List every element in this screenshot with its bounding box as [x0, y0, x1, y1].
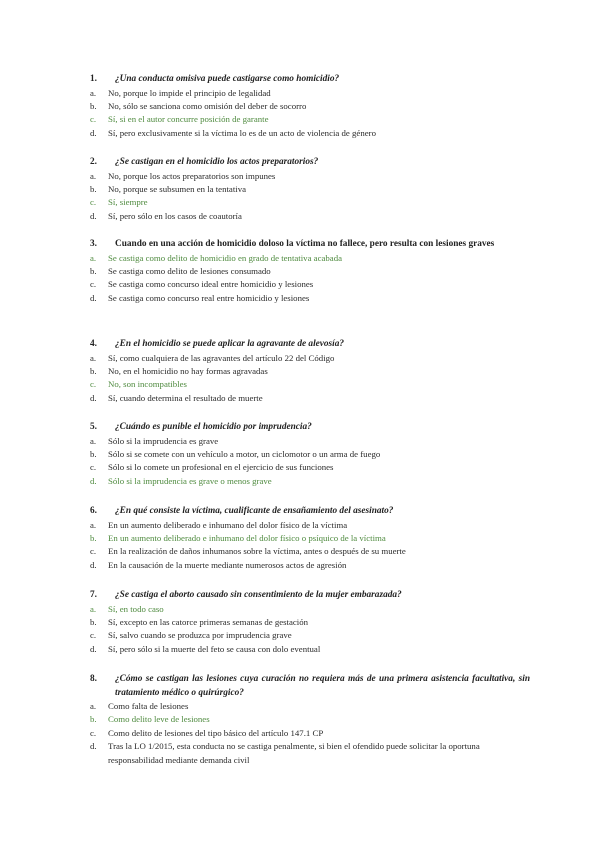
- option-letter: a.: [90, 252, 97, 263]
- question-4: [90, 338, 530, 405]
- option-b-correct: [90, 713, 530, 726]
- question-heading: [90, 421, 530, 435]
- option-d: [90, 210, 530, 223]
- option-letter: d.: [90, 392, 97, 403]
- option-b-correct: [90, 532, 530, 545]
- option-c: [90, 727, 530, 740]
- option-text: Se castiga como concurso ideal entre homicidio y lesiones: [108, 279, 314, 290]
- question-7: [90, 589, 530, 656]
- option-letter: c.: [90, 462, 97, 473]
- option-c: [90, 545, 530, 558]
- option-letter: d.: [90, 741, 97, 752]
- option-letter: c.: [90, 279, 97, 290]
- option-letter: b.: [90, 265, 97, 276]
- option-text: No, en el homicidio no hay formas agravadas: [108, 365, 268, 376]
- option-letter: c.: [90, 197, 97, 208]
- option-letter: c.: [90, 379, 97, 390]
- question-heading: [90, 505, 530, 519]
- option-text: En un aumento deliberado e inhumano del dolor físico de la víctima: [108, 519, 348, 530]
- question-heading: [90, 156, 530, 170]
- option-letter: b.: [90, 448, 97, 459]
- option-text: No, porque lo impide el principio de legalidad: [108, 87, 271, 98]
- question-number: 6.: [90, 506, 97, 516]
- option-text: Sí, siempre: [108, 197, 148, 208]
- option-text: Tras la LO 1/2015, esta conducta no se castiga penalmente, si bien el ofendido puede solicitar la oportuna responsabilidad mediante demanda civil: [108, 741, 480, 765]
- option-d: [90, 127, 530, 140]
- option-text: Sí, cuando determina el resultado de muerte: [108, 392, 263, 403]
- question-text: ¿Se castiga el aborto causado sin consentimiento de la mujer embarazada?: [115, 590, 402, 600]
- question-text: ¿Cómo se castigan las lesiones cuya curación no requiera más de una primera asistencia facultativa, sin tratamiento médico o quirúrgico?: [115, 674, 530, 698]
- option-text: Sólo si la imprudencia es grave o menos grave: [108, 475, 272, 486]
- option-letter: c.: [90, 114, 97, 125]
- option-letter: d.: [90, 210, 97, 221]
- option-c: [90, 629, 530, 642]
- option-a-correct: [90, 603, 530, 616]
- question-heading: [90, 338, 530, 352]
- option-a-correct: [90, 252, 530, 265]
- option-letter: b.: [90, 714, 97, 725]
- option-b: [90, 183, 530, 196]
- question-8: [90, 673, 530, 767]
- option-text: No, porque se subsumen en la tentativa: [108, 183, 247, 194]
- option-text: No, porque los actos preparatorios son impunes: [108, 170, 276, 181]
- option-d-correct: [90, 475, 530, 488]
- option-a: [90, 435, 530, 448]
- question-number: 3.: [90, 239, 97, 249]
- option-text: En la causación de la muerte mediante numerosos actos de agresión: [108, 559, 347, 570]
- option-text: Como delito de lesiones del tipo básico del artículo 147.1 CP: [108, 727, 324, 738]
- option-a: [90, 700, 530, 713]
- option-a: [90, 519, 530, 532]
- option-a: [90, 87, 530, 100]
- option-letter: a.: [90, 435, 97, 446]
- option-text: Se castiga como concurso real entre homicidio y lesiones: [108, 292, 310, 303]
- option-text: Sí, pero sólo si la muerte del feto se causa con dolo eventual: [108, 643, 321, 654]
- option-d: [90, 392, 530, 405]
- option-text: No, sólo se sanciona como omisión del deber de socorro: [108, 100, 307, 111]
- option-c: [90, 461, 530, 474]
- question-heading: [90, 73, 530, 87]
- option-text: Sí, como cualquiera de las agravantes del artículo 22 del Código: [108, 352, 335, 363]
- option-text: En un aumento deliberado e inhumano del dolor físico o psíquico de la víctima: [108, 532, 386, 543]
- option-d: [90, 740, 530, 767]
- option-c-correct: [90, 113, 530, 126]
- question-number: 1.: [90, 74, 97, 84]
- option-c-correct: [90, 196, 530, 209]
- question-5: [90, 421, 530, 488]
- option-d: [90, 559, 530, 572]
- option-letter: b.: [90, 365, 97, 376]
- option-a: [90, 170, 530, 183]
- question-text: ¿Se castigan en el homicidio los actos preparatorios?: [115, 157, 319, 167]
- option-text: Se castiga como delito de homicidio en grado de tentativa acabada: [108, 252, 343, 263]
- option-b: [90, 448, 530, 461]
- question-1: [90, 73, 530, 140]
- option-text: No, son incompatibles: [108, 379, 187, 390]
- question-text: ¿Una conducta omisiva puede castigarse como homicidio?: [115, 74, 340, 84]
- option-text: Sólo si se comete con un vehículo a motor, un ciclomotor o un arma de fuego: [108, 448, 381, 459]
- option-c-correct: [90, 378, 530, 391]
- question-heading: [90, 238, 530, 252]
- option-letter: c.: [90, 727, 97, 738]
- option-letter: a.: [90, 701, 97, 711]
- option-text: Como delito leve de lesiones: [108, 714, 210, 725]
- option-text: Sólo si la imprudencia es grave: [108, 435, 219, 446]
- option-d: [90, 292, 530, 305]
- option-text: Como falta de lesiones: [108, 701, 189, 711]
- option-letter: d.: [90, 643, 97, 654]
- option-letter: d.: [90, 292, 97, 303]
- option-a: [90, 352, 530, 365]
- option-text: Sí, salvo cuando se produzca por imprudencia grave: [108, 630, 292, 641]
- question-number: 5.: [90, 422, 97, 432]
- option-letter: a.: [90, 170, 97, 181]
- option-b: [90, 265, 530, 278]
- option-text: Sí, pero exclusivamente si la víctima lo es de un acto de violencia de género: [108, 127, 376, 138]
- question-heading: [90, 673, 530, 700]
- question-text: ¿Cuándo es punible el homicidio por imprudencia?: [115, 422, 312, 432]
- option-letter: b.: [90, 100, 97, 111]
- question-number: 8.: [90, 674, 97, 684]
- question-3: [90, 238, 530, 305]
- option-letter: a.: [90, 603, 97, 614]
- question-2: [90, 156, 530, 223]
- option-text: Se castiga como delito de lesiones consumado: [108, 265, 271, 276]
- option-letter: a.: [90, 519, 97, 530]
- option-text: Sí, excepto en las catorce primeras semanas de gestación: [108, 616, 309, 627]
- option-d: [90, 643, 530, 656]
- question-text: Cuando en una acción de homicidio doloso la víctima no fallece, pero resulta con lesiones graves: [115, 239, 495, 249]
- question-number: 4.: [90, 339, 97, 349]
- option-letter: a.: [90, 87, 97, 98]
- option-text: Sí, en todo caso: [108, 603, 164, 614]
- option-letter: b.: [90, 616, 97, 627]
- question-text: ¿En qué consiste la víctima, cualificante de ensañamiento del asesinato?: [115, 506, 394, 516]
- option-c: [90, 278, 530, 291]
- option-b: [90, 365, 530, 378]
- question-number: 7.: [90, 590, 97, 600]
- option-text: Sí, si en el autor concurre posición de garante: [108, 114, 269, 125]
- option-letter: b.: [90, 532, 97, 543]
- option-text: Sólo si lo comete un profesional en el ejercicio de sus funciones: [108, 462, 334, 473]
- question-heading: [90, 589, 530, 603]
- question-text: ¿En el homicidio se puede aplicar la agravante de alevosía?: [115, 339, 345, 349]
- option-b: [90, 616, 530, 629]
- option-letter: c.: [90, 630, 97, 641]
- option-letter: d.: [90, 127, 97, 138]
- option-b: [90, 100, 530, 113]
- option-letter: b.: [90, 183, 97, 194]
- option-letter: d.: [90, 559, 97, 570]
- option-letter: c.: [90, 546, 97, 557]
- option-text: Sí, pero sólo en los casos de coautoría: [108, 210, 242, 221]
- option-letter: d.: [90, 475, 97, 486]
- option-letter: a.: [90, 352, 97, 363]
- question-number: 2.: [90, 157, 97, 167]
- option-text: En la realización de daños inhumanos sobre la víctima, antes o después de su muerte: [108, 546, 406, 557]
- question-6: [90, 505, 530, 572]
